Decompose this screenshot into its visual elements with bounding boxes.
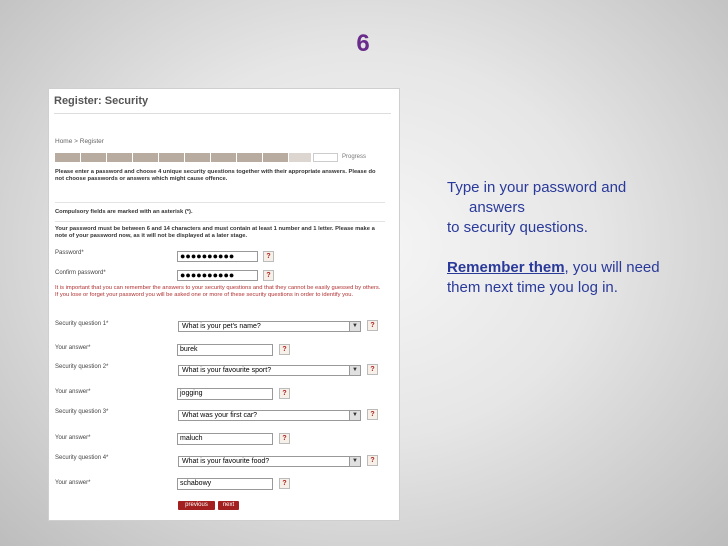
divider: [55, 202, 385, 203]
compulsory-note: Compulsory fields are marked with an asterisk (*).: [55, 209, 193, 215]
security-question-1-select[interactable]: [178, 321, 361, 332]
divider: [55, 221, 385, 222]
answer-1-input[interactable]: burek: [177, 344, 273, 356]
previous-button[interactable]: previous: [178, 501, 215, 510]
note-line: them next time you log in.: [447, 279, 618, 296]
note-line: Type in your password and: [447, 179, 627, 196]
note-line: [447, 258, 717, 278]
answer-4-input[interactable]: schabowy: [177, 478, 273, 490]
chevron-down-icon[interactable]: ▼: [349, 366, 360, 375]
help-icon[interactable]: ?: [367, 409, 378, 420]
intro-text: Please enter a password and choose 4 unique security questions together with their appropriate answers. Please do not choose passwords or answers which might cause offence.: [55, 169, 376, 182]
security-question-3-label: Security question 3*: [55, 409, 109, 415]
security-question-1-label: Security question 1*: [55, 321, 109, 327]
instruction-note: [447, 178, 717, 298]
note-spacer: [447, 238, 717, 258]
progress-segment: [185, 153, 211, 162]
help-icon[interactable]: ?: [367, 455, 378, 466]
registration-screenshot: [48, 88, 400, 521]
help-icon[interactable]: ?: [279, 388, 290, 399]
security-question-4-select[interactable]: [178, 456, 361, 467]
note-line: answers: [469, 199, 525, 216]
help-icon[interactable]: ?: [279, 344, 290, 355]
progress-segment: [159, 153, 185, 162]
answer-1-label: Your answer*: [55, 345, 91, 351]
next-button[interactable]: next: [218, 501, 239, 510]
chevron-down-icon[interactable]: ▼: [349, 322, 360, 331]
answer-3-input[interactable]: maluch: [177, 433, 273, 445]
chevron-down-icon[interactable]: ▼: [349, 457, 360, 466]
answer-2-label: Your answer*: [55, 389, 91, 395]
slide-number: 6: [356, 30, 370, 57]
answer-3-label: Your answer*: [55, 435, 91, 441]
selected-question: What was your first car?: [182, 412, 258, 419]
progress-segment: [55, 153, 81, 162]
progress-segment: [211, 153, 237, 162]
progress-segment: [263, 153, 289, 162]
chevron-down-icon[interactable]: ▼: [349, 411, 360, 420]
help-icon[interactable]: ?: [279, 433, 290, 444]
progress-segment: [107, 153, 133, 162]
progress-segment: [313, 153, 338, 162]
register-security-title: Register: Security: [54, 95, 149, 107]
title-divider: [54, 113, 391, 114]
selected-question: What is your favourite sport?: [182, 367, 272, 374]
progress-label: Progress: [342, 154, 367, 160]
note-text: , you will need: [564, 259, 660, 276]
help-icon[interactable]: ?: [367, 364, 378, 375]
help-icon[interactable]: ?: [279, 478, 290, 489]
password-label: Password*: [55, 250, 84, 256]
progress-segment: [133, 153, 159, 162]
selected-question: What is your pet's name?: [182, 323, 261, 330]
password-rule: Your password must be between 6 and 14 characters and must contain at least 1 number and 1 letter. Please make a note of your password now, as it will not be displayed at a later stage.: [55, 226, 375, 239]
security-question-3-select[interactable]: [178, 410, 361, 421]
password-input[interactable]: ●●●●●●●●●●: [177, 251, 258, 262]
progress-segment: [81, 153, 107, 162]
note-line: to security questions.: [447, 219, 588, 236]
progress-segment: [237, 153, 263, 162]
help-icon[interactable]: ?: [263, 251, 274, 262]
answer-4-label: Your answer*: [55, 480, 91, 486]
confirm-password-label: Confirm password*: [55, 270, 106, 276]
breadcrumb[interactable]: Home > Register: [55, 138, 104, 145]
progress-bar: [55, 153, 377, 162]
security-question-4-label: Security question 4*: [55, 455, 109, 461]
remember-emphasis: Remember them: [447, 259, 565, 276]
security-warning: It is important that you can remember the answers to your security questions and that they cannot be easily guessed by others. If you lose or forget your password you will be asked one or more of these security questions in order to identify you.: [55, 285, 381, 298]
selected-question: What is your favourite food?: [182, 458, 270, 465]
security-question-2-select[interactable]: [178, 365, 361, 376]
answer-2-input[interactable]: jogging: [177, 388, 273, 400]
help-icon[interactable]: ?: [263, 270, 274, 281]
security-question-2-label: Security question 2*: [55, 364, 109, 370]
progress-segment: [289, 153, 312, 162]
help-icon[interactable]: ?: [367, 320, 378, 331]
confirm-password-input[interactable]: ●●●●●●●●●●: [177, 270, 258, 281]
